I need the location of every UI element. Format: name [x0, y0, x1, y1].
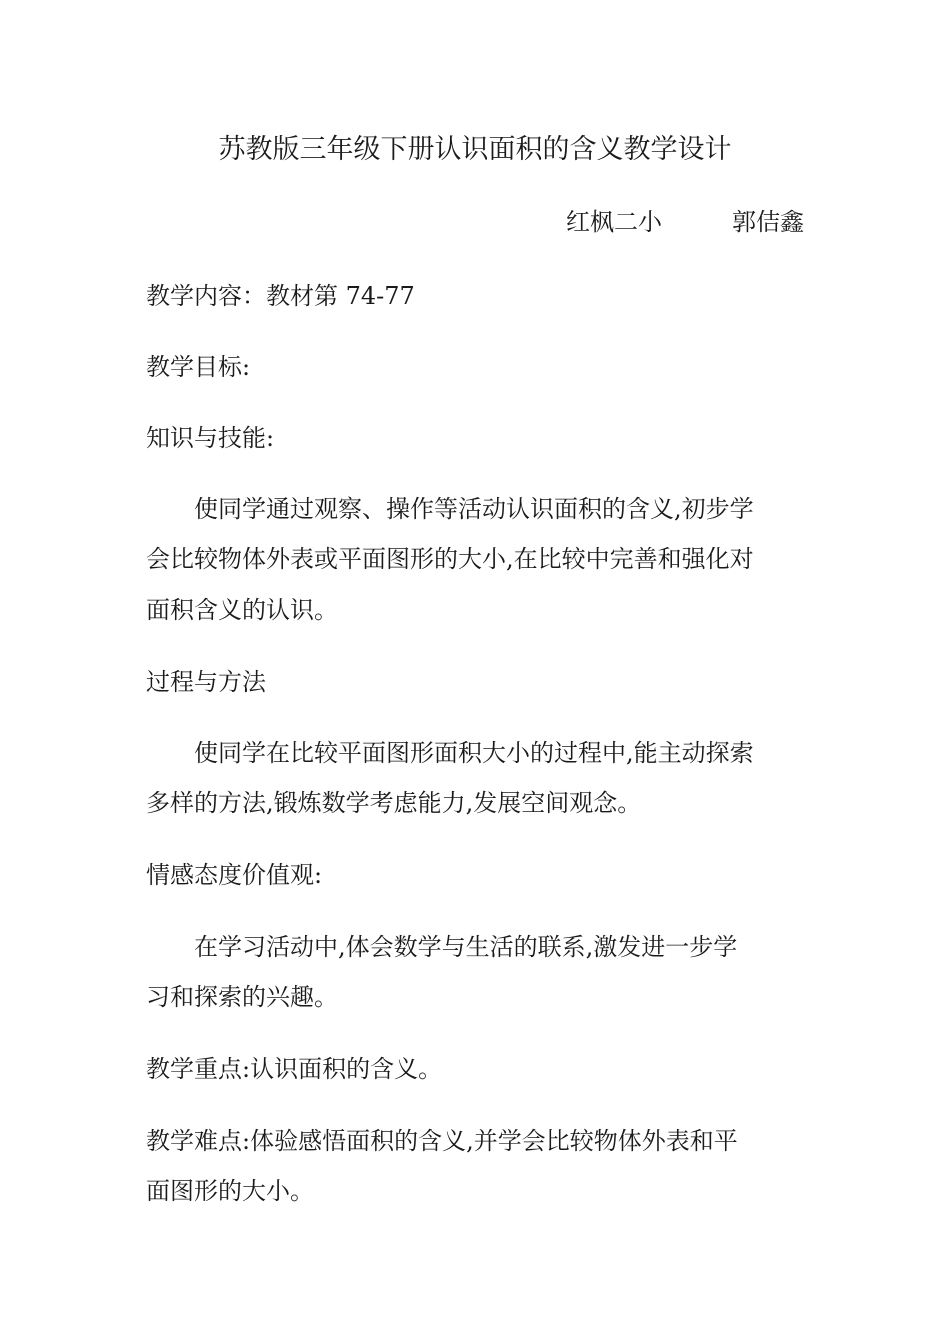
paragraph-line: 会比较物体外表或平面图形的大小,在比较中完善和强化对 — [146, 545, 754, 573]
author-line — [566, 204, 804, 240]
teaching-difficulty: 教学难点:体验感悟面积的含义,并学会比较物体外表和平 — [146, 1127, 738, 1155]
school-name: 红枫二小 — [566, 208, 662, 236]
teaching-content: 教学内容：教材第 74-77 — [146, 282, 415, 310]
paragraph-line: 在学习活动中,体会数学与生活的联系,激发进一步学 — [146, 933, 738, 961]
teaching-goals-heading: 教学目标: — [146, 353, 251, 381]
paragraph-line: 多样的方法,锻炼数学考虑能力,发展空间观念。 — [146, 789, 642, 817]
paragraph-line: 使同学在比较平面图形面积大小的过程中,能主动探索 — [146, 739, 754, 767]
paragraph-line: 习和探索的兴趣。 — [146, 983, 338, 1011]
document-title: 苏教版三年级下册认识面积的含义教学设计 — [218, 134, 732, 165]
attitude-values-heading: 情感态度价值观: — [146, 861, 323, 889]
paragraph-line: 使同学通过观察、操作等活动认识面积的含义,初步学 — [146, 495, 754, 523]
paragraph-line: 面积含义的认识。 — [146, 596, 338, 624]
author-name: 郭佶鑫 — [732, 208, 804, 236]
knowledge-skills-heading: 知识与技能: — [146, 424, 275, 452]
process-methods-heading: 过程与方法 — [146, 668, 266, 696]
teaching-focus: 教学重点:认识面积的含义。 — [146, 1055, 443, 1083]
paragraph-line: 面图形的大小。 — [146, 1177, 314, 1205]
